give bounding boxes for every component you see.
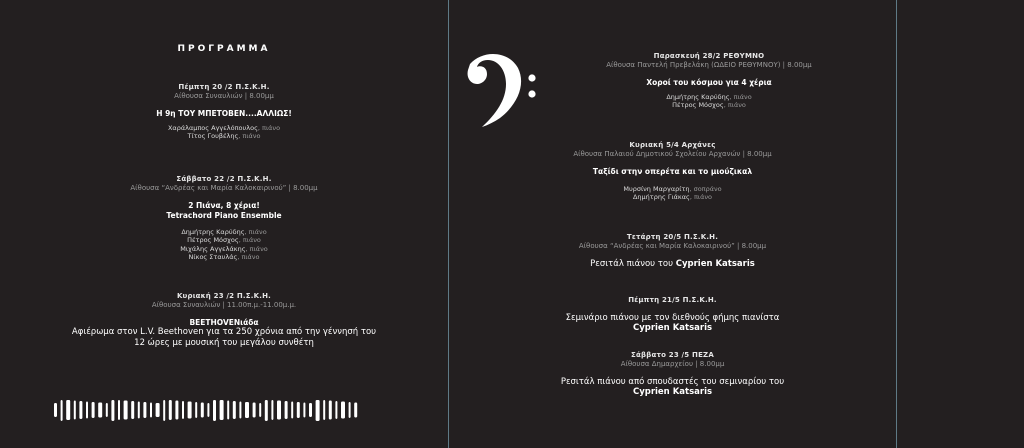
event-performer: Cyprien Katsaris	[632, 323, 713, 334]
event-description: 12 ώρες με μουσική του μεγάλου συνθέτη	[134, 337, 314, 348]
event-description: Σεμινάριο πιάνου με τον διεθνούς φήμης πιανίστα	[565, 312, 780, 323]
performer: Δημήτρης Καρύδης, πιάνο	[181, 228, 267, 237]
event-date: Κυριακή 23 /2 Π.Σ.Κ.Η.	[176, 292, 272, 300]
event-date: Τετάρτη 20/5 Π.Σ.Κ.Η.	[626, 233, 719, 241]
event-venue: Αίθουσα Παλαιού Δημοτικού Σχολείου Αρχανών | 8.00μμ	[573, 149, 772, 158]
event-4	[489, 52, 929, 109]
event-date: Πέμπτη 21/5 Π.Σ.Κ.Η.	[628, 296, 717, 304]
event-1	[0, 83, 448, 140]
event-description: Ρεσιτάλ πιάνου από σπουδαστές του σεμιναρίου του	[560, 376, 785, 387]
event-description: Ρεσιτάλ πιάνου του Cyprien Katsaris	[590, 258, 755, 269]
performer: Πέτρος Μόσχος, πιάνο	[672, 101, 746, 109]
performer: Νίκος Σταυλάς, πιάνο	[188, 252, 260, 261]
event-date: Σάββατο 23 /5 ΠΕΖΑ	[631, 351, 714, 359]
event-venue: Αίθουσα Συναυλιών | 8.00μμ	[174, 91, 274, 100]
performer: Χαράλαμπος Αγγελόπουλος, πιάνο	[167, 123, 281, 132]
event-venue: Αίθουσα Δημαρχείου | 8.00μμ	[620, 359, 725, 368]
event-title: Ταξίδι στην οπερέτα και το μιούζικαλ	[592, 166, 753, 176]
performer: Πέτρος Μόσχος, πιάνο	[187, 236, 261, 245]
event-6	[449, 233, 896, 269]
event-venue: Αίθουσα Παντελή Πρεβελάκη (ΩΔΕΙΟ ΡΕΘΥΜΝΟΥ) | 8.00μμ	[606, 60, 812, 69]
event-title: BEETHOVENιάδα	[189, 317, 259, 327]
event-2	[0, 175, 448, 261]
event-8	[449, 351, 896, 398]
performer: Δημήτρης Γιάκας, πιάνο	[632, 193, 713, 201]
piano-keys-icon	[54, 400, 394, 422]
event-date: Πέμπτη 20 /2 Π.Σ.Κ.Η.	[178, 83, 270, 91]
event-title: Η 9η ΤΟΥ ΜΠΕΤΟΒΕΝ....ΑΛΛΙΩΣ!	[156, 108, 292, 118]
performer: Μιχάλης Αγγελάκης, πιάνο	[180, 244, 268, 253]
event-date: Σάββατο 22 /2 Π.Σ.Κ.Η.	[176, 175, 272, 183]
event-venue: Αίθουσα Συναυλιών | 11.00π.μ.-11.00μ.μ.	[151, 300, 297, 309]
event-performer: Cyprien Katsaris	[632, 387, 713, 398]
performer: Τίτος Γουβέλης, πιάνο	[187, 132, 261, 140]
event-date: Κυριακή 5/4 Αρχάνες	[629, 141, 716, 149]
bass-clef-icon	[460, 48, 540, 128]
event-7	[449, 296, 896, 334]
left-panel	[0, 0, 448, 448]
back-flap	[897, 0, 1024, 448]
performer: Δημήτρης Καρύδης, πιάνο	[666, 92, 752, 101]
event-subtitle: Tetrachord Piano Ensemble	[166, 210, 282, 220]
event-title: 2 Πιάνα, 8 χέρια!	[188, 200, 260, 210]
event-date: Παρασκευή 28/2 ΡΕΘΥΜΝΟ	[653, 52, 765, 60]
event-venue: Αίθουσα “Ανδρέας και Μαρία Καλοκαιρινού” | 8.00μμ	[578, 241, 767, 250]
event-venue: Αίθουσα “Ανδρέας και Μαρία Καλοκαιρινού” | 8.00μμ	[130, 183, 318, 192]
event-title: Χοροί του κόσμου για 4 χέρια	[646, 77, 772, 87]
event-5	[449, 141, 896, 201]
event-3	[0, 292, 448, 348]
event-description: Αφιέρωμα στον L.V. Beethoven για τα 250 χρόνια από την γέννησή του	[71, 326, 377, 337]
program-heading: ΠΡΟΓΡΑΜΜΑ	[177, 44, 271, 54]
performer: Μυρσίνη Μαργαρίτη, σοπράνο	[623, 184, 722, 193]
